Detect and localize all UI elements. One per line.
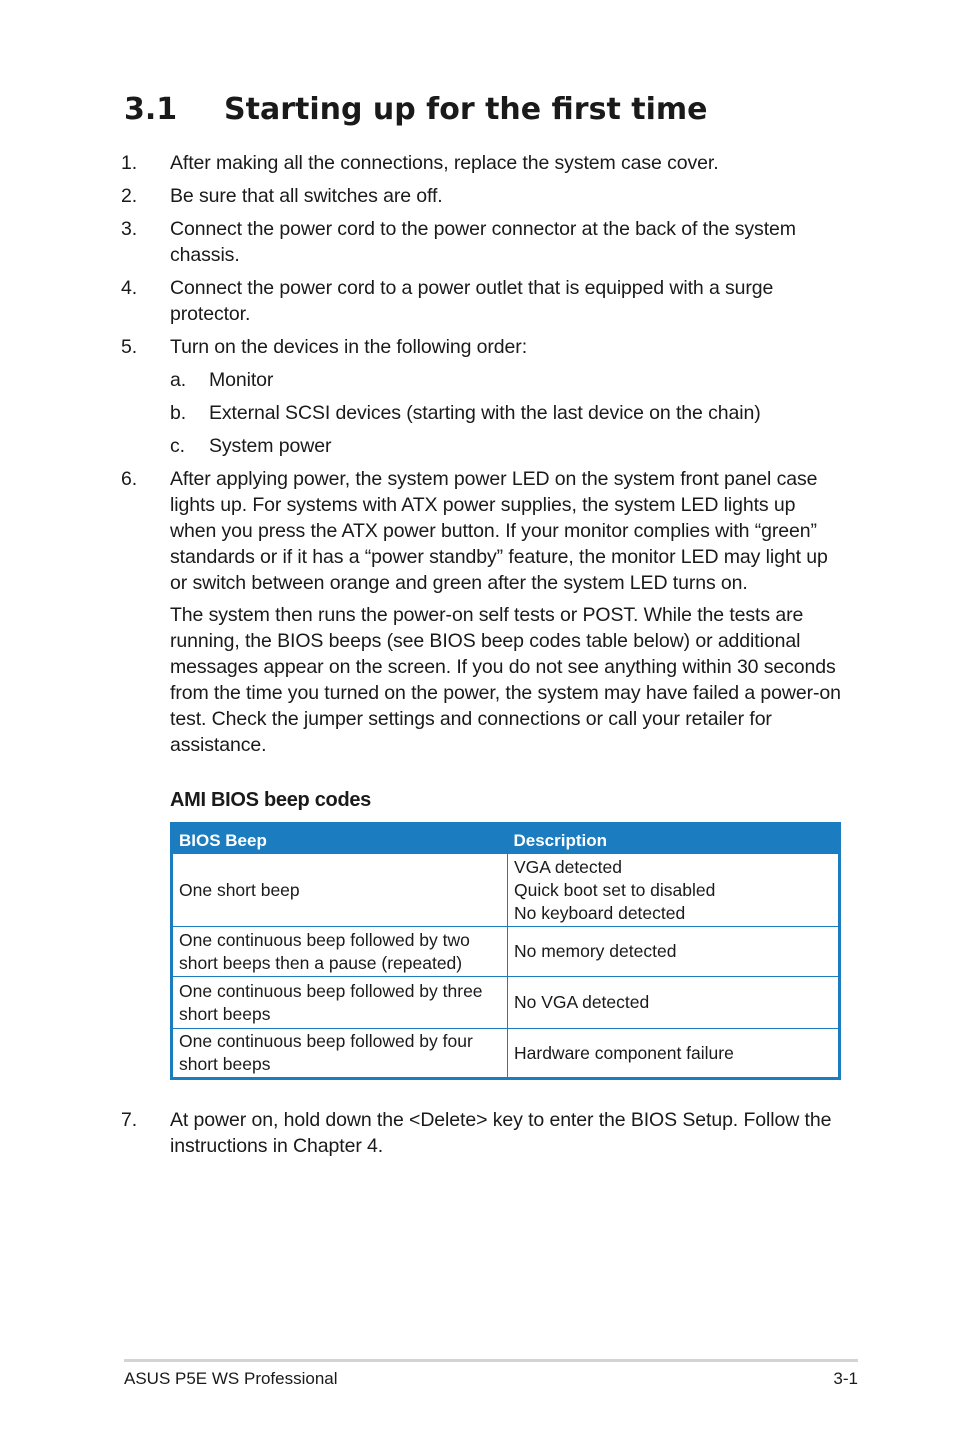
beep-cell: One short beep <box>172 854 508 927</box>
startup-steps-list <box>121 150 846 765</box>
step-item <box>121 150 846 176</box>
step-text: Be sure that all switches are off. <box>170 185 443 207</box>
description-cell <box>508 854 840 927</box>
page-title <box>124 88 707 132</box>
substep-item <box>170 367 846 393</box>
step-text: At power on, hold down the <Delete> key to enter the BIOS Setup. Follow the instructions in Chapter 4. <box>170 1109 832 1157</box>
substep-text: System power <box>209 435 332 457</box>
section-number: 3.1 <box>124 92 178 127</box>
description-line: No memory detected <box>514 941 677 961</box>
description-cell <box>508 927 840 977</box>
step-item <box>121 466 846 758</box>
substep-item <box>170 400 846 426</box>
step-number: 3. <box>121 218 138 240</box>
step-number: 7. <box>121 1109 138 1131</box>
final-step-list <box>121 1107 846 1166</box>
substep-item <box>170 433 846 459</box>
substep-text: Monitor <box>209 369 274 391</box>
column-header-bios-beep: BIOS Beep <box>172 824 508 854</box>
device-order-sublist <box>170 367 846 459</box>
step-text: Connect the power cord to a power outlet that is equipped with a surge protector. <box>170 277 774 325</box>
beep-cell: One continuous beep followed by four short beeps <box>172 1029 508 1079</box>
step-item <box>121 216 846 268</box>
beep-cell: One continuous beep followed by three short beeps <box>172 977 508 1029</box>
description-cell <box>508 977 840 1029</box>
footer-product-name: ASUS P5E WS Professional <box>124 1369 338 1388</box>
table-row <box>172 854 840 927</box>
description-line: No VGA detected <box>514 992 650 1012</box>
step-item <box>121 275 846 327</box>
footer-divider <box>124 1359 858 1362</box>
step-number: 6. <box>121 468 138 490</box>
table-row <box>172 1029 840 1079</box>
step-number: 2. <box>121 185 138 207</box>
bios-beep-codes-table <box>170 822 841 1080</box>
table-header-row <box>172 824 840 854</box>
post-paragraph: The system then runs the power-on self tests or POST. While the tests are running, the BIOS beeps (see BIOS beep codes table below) or additional messages appear on the screen. If you do not see anything within 30 seconds from the time you turned on the power, the system may have failed a power-on test. Check the jumper settings and connections or call your retailer for assistance. <box>170 604 841 756</box>
footer-page-number: 3-1 <box>833 1369 858 1388</box>
step-text: Connect the power cord to the power connector at the back of the system chassis. <box>170 218 796 266</box>
step-item <box>121 334 846 459</box>
beep-cell: One continuous beep followed by two short beeps then a pause (repeated) <box>172 927 508 977</box>
description-cell <box>508 1029 840 1079</box>
step-item <box>121 183 846 209</box>
table-row <box>172 977 840 1029</box>
description-line: Quick boot set to disabled <box>514 879 716 900</box>
table-row <box>172 927 840 977</box>
beep-table-heading: AMI BIOS beep codes <box>170 789 372 811</box>
step-item <box>121 1107 846 1159</box>
substep-letter: a. <box>170 369 187 391</box>
step-number: 5. <box>121 336 138 358</box>
column-header-description: Description <box>508 824 840 854</box>
substep-letter: c. <box>170 435 185 457</box>
section-title: Starting up for the first time <box>224 92 708 127</box>
description-line: No keyboard detected <box>514 902 686 923</box>
step-number: 1. <box>121 152 138 174</box>
step-text: After applying power, the system power LED on the system front panel case lights up. For systems with ATX power supplies, the system LED lights up when you press the ATX power button. If your monitor complies with “green” standards or if it has a “power standby” feature, the monitor LED may light up or switch between orange and green after the system LED turns on. <box>170 468 828 594</box>
step-number: 4. <box>121 277 138 299</box>
description-line: Hardware component failure <box>514 1042 734 1063</box>
substep-letter: b. <box>170 402 187 424</box>
substep-text: External SCSI devices (starting with the last device on the chain) <box>209 402 761 424</box>
step-text: Turn on the devices in the following order: <box>170 336 528 358</box>
step-text: After making all the connections, replace the system case cover. <box>170 152 719 174</box>
description-line: VGA detected <box>514 856 622 877</box>
